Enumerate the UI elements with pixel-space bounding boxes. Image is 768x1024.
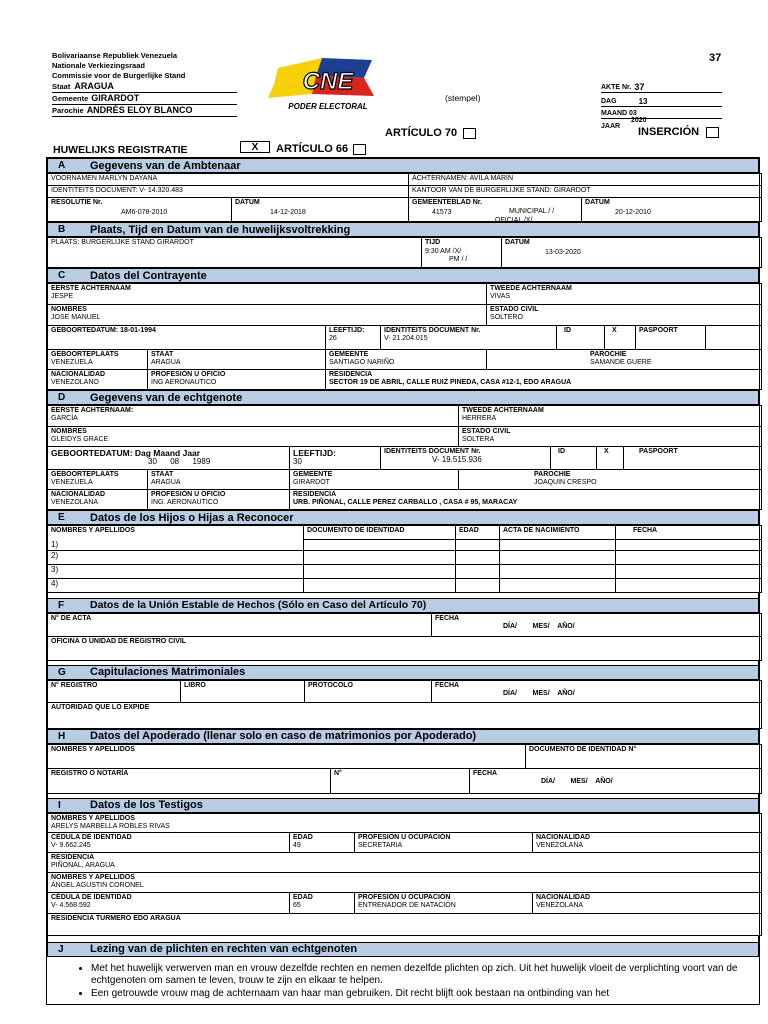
e-row-1[interactable]: 1) — [48, 540, 304, 551]
huwelijks-registratie: HUWELIJKS REGISTRATIE — [53, 144, 188, 156]
section-h-letter: H — [58, 730, 66, 742]
section-i-title: Datos de los Testigos — [90, 799, 203, 811]
header-line-1: Bolivariaanse Republiek Venezuela — [52, 51, 178, 60]
i-t2-res-field[interactable]: RESIDENCIA TURMERO EDO ARAGUA — [48, 913, 762, 935]
staat-value: ARAGUA — [74, 81, 114, 91]
section-g-letter: G — [58, 666, 66, 678]
section-c-letter: C — [58, 270, 66, 281]
gemeente-value: GIRARDOT — [91, 93, 140, 103]
i-t2-cedula-field[interactable]: CÉDULA DE IDENTIDAD V- 4.568.592 — [48, 892, 290, 913]
section-f-title: Datos de la Unión Estable de Hechos (Sólo en Caso del Artículo 70) — [90, 599, 427, 611]
i-t1-cedula-field[interactable]: CÉDULA DE IDENTIDAD V- 9.662.245 — [48, 832, 290, 852]
akte-value: 37 — [634, 82, 645, 92]
c-residencia-field[interactable]: RESIDENCIA SECTOR 19 DE ABRIL, CALLE RUIZ PINEDA, CASA #12-1, EDO ARAGUA — [326, 370, 762, 390]
c-geboorteplaats-field[interactable]: GEBOORTEPLAATS VENEZUELA — [48, 350, 148, 370]
i-t1-prof-field[interactable]: PROFESIÓN U OCUPACIÓN SECRETARIA — [355, 832, 533, 852]
section-i-header — [47, 798, 759, 813]
d-nombres-field[interactable]: NOMBRES GLEIDYS GRACE — [48, 427, 459, 447]
resolutie-field[interactable]: RESOLUTIE Nr. AM6-078-2010 — [48, 198, 232, 222]
e-header-nombres: NOMBRES Y APELLIDOS — [48, 526, 304, 540]
f-fecha-field[interactable]: FECHA DÍA/ MES/ AÑO/ — [432, 613, 762, 636]
d-paspoort-field[interactable]: PASPOORT — [624, 447, 762, 470]
kantoor-field[interactable]: KANTOOR VAN DE BURGERLIJKE STAND: GIRARDOT — [409, 186, 762, 198]
g-protocolo-field[interactable]: PROTOCOLO — [305, 680, 432, 702]
c-nacionalidad-field[interactable]: NACIONALIDAD VENEZOLANO — [48, 370, 148, 390]
c-parochie-field[interactable]: PAROCHIE SAMANDE GUERE — [487, 350, 762, 370]
articulo-70-label: ARTÍCULO 70 — [385, 127, 458, 139]
maand-label: MAAND 03 — [601, 110, 637, 117]
section-d-header — [47, 390, 759, 405]
articulo-66 — [276, 143, 366, 155]
e-row-2[interactable]: 2) — [48, 550, 304, 564]
d-estado-field[interactable]: ESTADO CIVIL SOLTERA — [459, 427, 762, 447]
d-parochie-field[interactable]: PAROCHIE JOAQUIN CRESPO — [459, 470, 762, 490]
identiteit-field[interactable]: IDENTITEITS DOCUMENT: V- 14.320.483 — [48, 186, 409, 198]
d-eerste-field[interactable]: EERSTE ACHTERNAAM: GARCÍA — [48, 406, 459, 427]
section-a-header — [47, 158, 759, 173]
section-h-title: Datos del Apoderado (llenar solo en caso de matrimonios por Apoderado) — [90, 730, 477, 742]
tijd-field[interactable]: TIJD 9:30 AM /X/ PM / / — [422, 238, 502, 268]
e-header-acta: ACTA DE NACIMIENTO — [500, 526, 616, 540]
cne-logo — [264, 54, 392, 114]
i-t2-prof-field[interactable]: PROFESIÓN U OCUPACIÓN ENTRENADOR DE NATACIÓN — [355, 892, 533, 913]
section-d-letter: D — [58, 392, 66, 403]
articulo-66-label: ARTÍCULO 66 — [276, 143, 349, 155]
jaar-label: JAAR — [601, 123, 621, 130]
dag-label: DAG — [601, 98, 617, 105]
c-gemeente-field[interactable]: GEMEENTE SANTIAGO NARIÑO — [326, 350, 487, 370]
d-id-x[interactable]: X — [597, 447, 624, 470]
stempel-label: (stempel) — [445, 93, 481, 103]
e-header-fecha: FECHA — [616, 526, 762, 540]
i-t2-nombres-field[interactable]: NOMBRES Y APELLIDOS ÁNGEL AGUSTIN CORONEL — [48, 872, 762, 892]
gemeenteblad-field[interactable]: GEMEENTEBLAD Nr. 41573 MUNICIPAL / / OFICIAL /X/ — [409, 198, 582, 222]
articulo-70-checkbox[interactable] — [463, 128, 476, 139]
c-idnr-field[interactable]: IDENTITEITS DOCUMENT Nr. V- 21.204.015 — [381, 326, 557, 350]
i-t2-nac-field[interactable]: NACIONALIDAD VENEZOLANA — [533, 892, 762, 913]
d-leeftijd-field[interactable]: LEEFTIJD: 30 — [290, 447, 381, 470]
section-g-table — [47, 680, 762, 729]
d-residencia-field[interactable]: RESIDENCIA URB. PIÑONAL, CALLE PEREZ CARBALLO , CASA # 95, MARACAY — [290, 490, 762, 510]
header-institution — [52, 51, 252, 117]
municipal-option: MUNICIPAL / / — [509, 208, 555, 215]
section-c-title: Datos del Contrayente — [90, 269, 207, 282]
section-e-letter: E — [58, 512, 65, 523]
i-t1-res-field[interactable]: RESIDENCIA PIÑONAL, ARAGUA — [48, 852, 762, 872]
section-b-table — [47, 237, 762, 268]
d-staat-field[interactable]: STAAT ARAGUA — [148, 470, 290, 490]
h-fecha-field[interactable]: FECHA DÍA/ MES/ AÑO/ — [470, 768, 762, 793]
header-line-2: Nationale Verkiezingsraad — [52, 61, 145, 70]
logo-subtext: PODER ELECTORAL — [288, 102, 368, 111]
section-d-title: Gegevens van de echtgenote — [90, 391, 243, 404]
gemeente-label: Gemeente — [52, 94, 89, 103]
h-registro-field[interactable]: REGISTRO O NOTARÍA — [48, 768, 331, 793]
articulo-70 — [385, 127, 476, 139]
staat-label: Staat — [52, 82, 71, 91]
h-no-field[interactable]: N° — [331, 768, 470, 793]
section-e-header — [47, 510, 759, 525]
parochie-label: Parochie — [52, 106, 84, 115]
i-t1-edad-field[interactable]: EDAD 49 — [290, 832, 355, 852]
d-geboorte-field[interactable]: GEBOORTEDATUM: Dag Maand Jaar 30 08 1989 — [48, 447, 290, 470]
section-f-table — [47, 613, 762, 661]
section-a-title: Gegevens van de Ambtenaar — [90, 159, 241, 172]
section-j-header — [47, 942, 759, 957]
d-idnr-field[interactable]: IDENTITEITS DOCUMENT Nr. V- 19.515.936 — [381, 447, 551, 470]
section-c-table — [47, 283, 762, 390]
insercion — [638, 126, 719, 138]
g-registro-field[interactable]: N° REGISTRO — [48, 680, 181, 702]
g-autoridad-field[interactable]: AUTORIDAD QUE LO EXPIDE — [48, 702, 762, 728]
page-number: 37 — [709, 52, 722, 64]
section-j-letter: J — [58, 943, 64, 955]
datum2-field[interactable]: DATUM 20-12-2010 — [582, 198, 762, 222]
insercion-label: INSERCIÓN — [638, 126, 700, 138]
d-nacionalidad-field[interactable]: NACIONALIDAD VENEZOLANA — [48, 490, 148, 510]
c-estado-field[interactable]: ESTADO CIVIL SOLTERO — [487, 305, 762, 326]
rights-list — [47, 957, 759, 1005]
e-header-edad: EDAD — [456, 526, 500, 540]
c-tweede-field[interactable]: TWEEDE ACHTERNAAM VIVAS — [487, 284, 762, 305]
section-j-title: Lezing van de plichten en rechten van echtgenoten — [90, 943, 358, 955]
c-id-x[interactable]: X — [605, 326, 636, 350]
f-acta-field[interactable]: N° DE ACTA — [48, 613, 432, 636]
insercion-checkbox[interactable] — [706, 127, 719, 138]
rights-item: • Een getrouwde vrouw mag de achternaam van haar man gebruiken. Dit recht blijft ook bestaan na ontbinding van het — [91, 988, 751, 1001]
d-id-field[interactable]: ID — [551, 447, 597, 470]
g-fecha-field[interactable]: FECHA DÍA/ MES/ AÑO/ — [432, 680, 762, 702]
section-b-header — [47, 222, 759, 237]
oficial-option: OFICIAL /X/ — [495, 217, 533, 224]
articulo-66-checkbox[interactable] — [353, 144, 366, 155]
d-tweede-field[interactable]: TWEEDE ACHTERNAAM HERRERA — [459, 406, 762, 427]
e-header-documento: DOCUMENTO DE IDENTIDAD — [304, 526, 456, 540]
section-a-table — [47, 173, 762, 222]
c-id-field[interactable]: ID — [557, 326, 605, 350]
logo-text: CNE — [302, 68, 354, 95]
c-leeftijd-field[interactable]: LEEFTIJD: 26 — [326, 326, 381, 350]
h-nombres-field[interactable]: NOMBRES Y APELLIDOS — [48, 744, 526, 768]
voornamen-field[interactable]: VOORNAMEN MARLYN DAYANA — [48, 174, 409, 186]
section-e-title: Datos de los Hijos o Hijas a Reconocer — [90, 511, 294, 524]
parochie-value: ANDRÉS ELOY BLANCO — [86, 105, 193, 115]
rights-item: • Met het huwelijk verwerven man en vrouw dezelfde rechten en nemen dezelfde plichten op zich. Uit het huwelijk vloeit de verplichting voort van de echtgenoten om samen te leven, trouw te zijn en elkaar te helpen. — [91, 963, 751, 988]
d-profesion-field[interactable]: PROFESIÓN U OFICIO ING. AERONAUTICO — [148, 490, 290, 510]
i-t2-edad-field[interactable]: EDAD 65 — [290, 892, 355, 913]
section-a-letter: A — [58, 160, 66, 171]
section-g-title: Capitulaciones Matrimoniales — [90, 666, 246, 678]
i-t1-nac-field[interactable]: NACIONALIDAD VENEZOLANA — [533, 832, 762, 852]
header-line-3: Commissie voor de Burgerlijke Stand — [52, 71, 186, 80]
c-eerste-field[interactable]: EERSTE ACHTERNAAM JESPE — [48, 284, 487, 305]
c-paspoort-value[interactable] — [706, 326, 762, 350]
huwelijks-checkbox[interactable]: X — [240, 141, 270, 153]
c-paspoort-field[interactable]: PASPOORT — [636, 326, 706, 350]
registration-form — [46, 157, 760, 1005]
datum-b-field[interactable]: DATUM 13-03-2020 — [502, 238, 762, 268]
section-e-table — [47, 525, 762, 593]
plaats-field[interactable]: PLAATS: BURGERLIJKE STAND GIRARDOT — [48, 238, 422, 268]
jaar-value: 2020 — [631, 117, 647, 124]
g-libro-field[interactable]: LIBRO — [181, 680, 305, 702]
datum-field[interactable]: DATUM 14-12-2018 — [232, 198, 409, 222]
d-gemeente-field[interactable]: GEMEENTE GIRARDOT — [290, 470, 459, 490]
dag-value: 13 — [638, 97, 648, 106]
c-staat-field[interactable]: STAAT ARAGUA — [148, 350, 326, 370]
section-h-header — [47, 729, 759, 744]
section-f-header — [47, 598, 759, 613]
section-b-letter: B — [58, 224, 66, 235]
achternamen-field[interactable]: ACHTERNAMEN: AVILA MARÍN — [409, 174, 762, 186]
f-oficina-field[interactable]: OFICINA O UNIDAD DE REGISTRO CIVIL — [48, 636, 762, 660]
c-geboorte-field[interactable]: GEBOORTEDATUM: 18-01-1994 — [48, 326, 326, 350]
e-row-4[interactable]: 4) — [48, 578, 304, 592]
c-nombres-field[interactable]: NOMBRES JOSE MANUEL — [48, 305, 487, 326]
section-h-table — [47, 744, 762, 794]
section-b-title: Plaats, Tijd en Datum van de huwelijksvoltrekking — [90, 223, 351, 236]
akte-label: AKTE Nr. — [601, 84, 632, 91]
c-profesion-field[interactable]: PROFESIÓN U OFICIO ING AERONAUTICO — [148, 370, 326, 390]
section-i-table — [47, 813, 762, 936]
d-geboorteplaats-field[interactable]: GEBOORTEPLAATS VENEZUELA — [48, 470, 148, 490]
section-d-table — [47, 405, 762, 510]
section-c-header — [47, 268, 759, 283]
section-f-letter: F — [58, 599, 65, 611]
section-i-letter: I — [58, 799, 61, 811]
h-documento-field[interactable]: DOCUMENTO DE IDENTIDAD N° — [526, 744, 762, 768]
i-t1-nombres-field[interactable]: NOMBRES Y APELLIDOS ARELYS MARBELLA ROBLES RIVAS — [48, 813, 762, 832]
e-row-3[interactable]: 3) — [48, 564, 304, 578]
section-g-header — [47, 665, 759, 680]
akte-block — [601, 79, 722, 131]
